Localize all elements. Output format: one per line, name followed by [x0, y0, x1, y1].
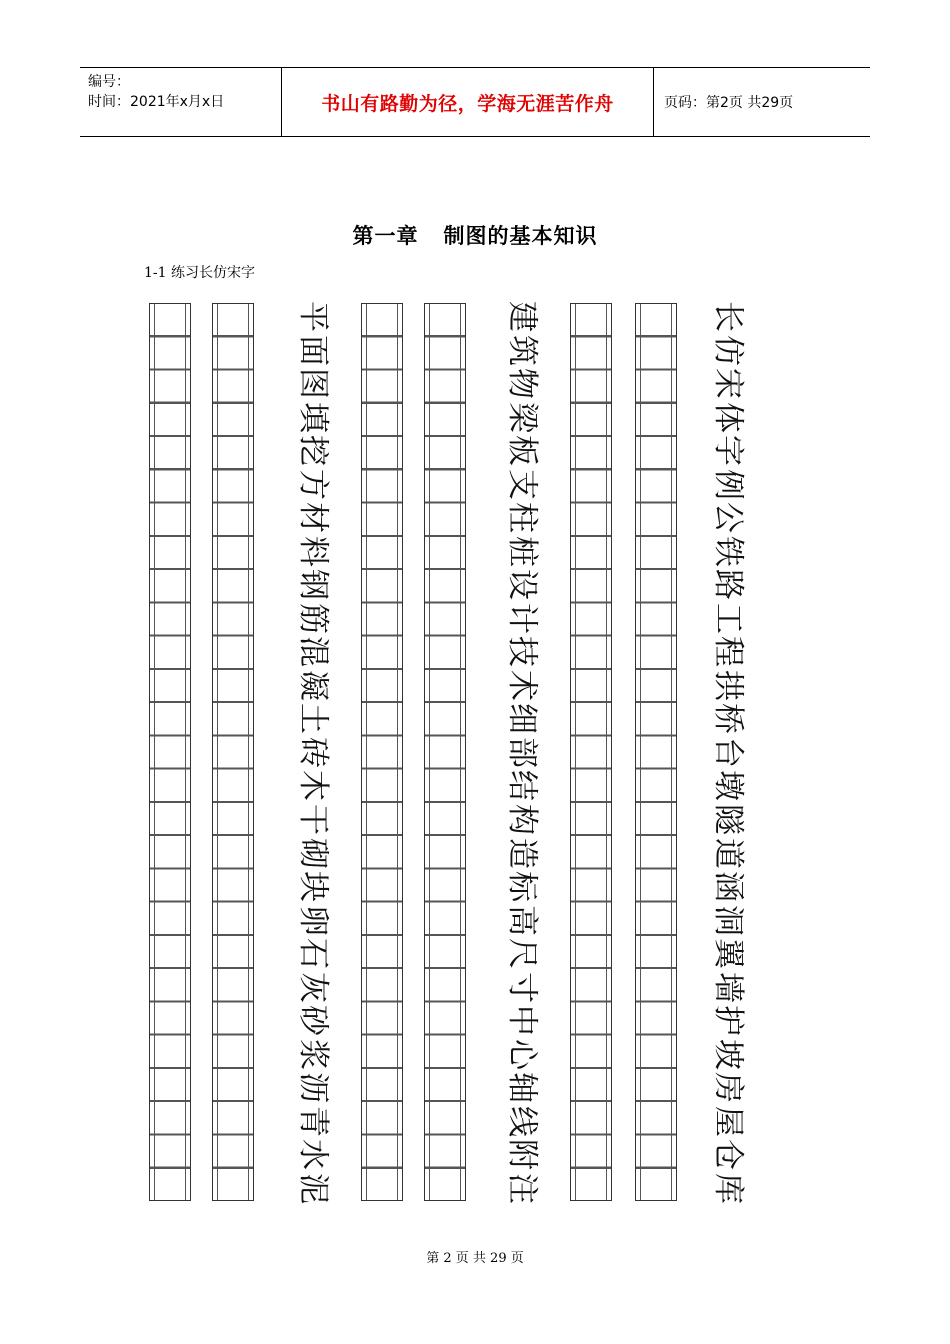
header-page-info	[654, 68, 870, 136]
sample-character: 术	[503, 669, 540, 701]
time-label: 时间：2021年x月x日	[88, 94, 225, 110]
number-label: 编号：	[88, 74, 130, 90]
page-info-text: 页码：第2页 共29页	[664, 95, 794, 111]
sample-character: 墙	[709, 971, 746, 1003]
sample-character: 注	[503, 1172, 540, 1204]
sample-character: 尺	[503, 938, 540, 970]
sample-character: 浆	[294, 1038, 331, 1070]
practice-grid-column	[635, 303, 677, 1201]
sample-character: 拱	[709, 669, 746, 701]
sample-character: 卵	[294, 904, 331, 936]
sample-character: 宋	[709, 368, 746, 400]
sample-character: 砂	[294, 1005, 331, 1037]
sample-character: 料	[294, 535, 331, 567]
sample-character: 填	[294, 401, 331, 433]
sample-character: 涵	[709, 871, 746, 903]
sample-character: 高	[503, 904, 540, 936]
sample-character: 台	[709, 736, 746, 768]
practice-grid-column	[361, 303, 403, 1201]
sample-text-column-2	[496, 300, 546, 1205]
sample-character: 材	[294, 502, 331, 534]
sample-character: 轴	[503, 1072, 540, 1104]
sample-character: 钢	[294, 569, 331, 601]
sample-character: 挖	[294, 435, 331, 467]
page-footer: 第 2 页 共 29 页	[426, 1251, 524, 1266]
sample-character: 图	[294, 368, 331, 400]
sample-character: 柱	[503, 502, 540, 534]
chapter-title	[0, 220, 950, 250]
sample-character: 桩	[503, 535, 540, 567]
sample-character: 计	[503, 602, 540, 634]
sample-character: 附	[503, 1139, 540, 1171]
sample-character: 方	[294, 468, 331, 500]
sample-character: 土	[294, 703, 331, 735]
sample-character: 程	[709, 636, 746, 668]
sample-character: 细	[503, 703, 540, 735]
sample-character: 隧	[709, 803, 746, 835]
sample-character: 墩	[709, 770, 746, 802]
sample-character: 板	[503, 435, 540, 467]
sample-character: 青	[294, 1105, 331, 1137]
sample-character: 翼	[709, 938, 746, 970]
sample-character: 部	[503, 736, 540, 768]
sample-character: 支	[503, 468, 540, 500]
sample-character: 水	[294, 1139, 331, 1171]
sample-character: 房	[709, 1072, 746, 1104]
sample-character: 公	[709, 502, 746, 534]
sample-character: 梁	[503, 401, 540, 433]
header-motto	[281, 68, 654, 136]
sample-character: 屋	[709, 1105, 746, 1137]
practice-grid-column	[149, 303, 191, 1201]
sample-character: 寸	[503, 971, 540, 1003]
sample-character: 平	[294, 301, 331, 332]
sample-character: 沥	[294, 1072, 331, 1104]
sample-character: 路	[709, 569, 746, 601]
sample-character: 长	[709, 301, 746, 332]
practice-grid-column	[424, 303, 466, 1201]
sample-character: 字	[709, 435, 746, 467]
sample-character: 标	[503, 871, 540, 903]
sample-character: 坡	[709, 1038, 746, 1070]
sample-character: 构	[503, 803, 540, 835]
sample-character: 物	[503, 368, 540, 400]
sample-character: 中	[503, 1005, 540, 1037]
chapter-title-text: 第一章 制图的基本知识	[352, 223, 598, 248]
sample-text-column-1	[702, 300, 752, 1205]
section-label: 1-1 练习长仿宋字	[144, 265, 255, 281]
sample-character: 铁	[709, 535, 746, 567]
sample-character: 木	[294, 770, 331, 802]
sample-character: 体	[709, 401, 746, 433]
sample-character: 面	[294, 334, 331, 366]
sample-character: 工	[709, 602, 746, 634]
sample-character: 造	[503, 837, 540, 869]
sample-character: 筑	[503, 334, 540, 366]
sample-character: 结	[503, 770, 540, 802]
sample-character: 洞	[709, 904, 746, 936]
sample-character: 筋	[294, 602, 331, 634]
sample-character: 库	[709, 1172, 746, 1204]
sample-character: 混	[294, 636, 331, 668]
sample-character: 凝	[294, 669, 331, 701]
sample-character: 仿	[709, 334, 746, 366]
sample-character: 线	[503, 1105, 540, 1137]
header-left-cell	[80, 68, 281, 136]
sample-character: 道	[709, 837, 746, 869]
sample-character: 灰	[294, 971, 331, 1003]
practice-grid-column	[212, 303, 254, 1201]
practice-grid-column	[570, 303, 612, 1201]
sample-character: 设	[503, 569, 540, 601]
sample-character: 护	[709, 1005, 746, 1037]
sample-character: 建	[503, 301, 540, 332]
sample-character: 砖	[294, 736, 331, 768]
sample-text-column-3	[287, 300, 337, 1205]
sample-character: 泥	[294, 1172, 331, 1204]
sample-character: 例	[709, 468, 746, 500]
sample-character: 砌	[294, 837, 331, 869]
sample-character: 技	[503, 636, 540, 668]
motto-text: 书山有路勤为径，学海无涯苦作舟	[321, 92, 614, 115]
sample-character: 心	[503, 1038, 540, 1070]
page-header	[80, 67, 870, 137]
sample-character: 石	[294, 938, 331, 970]
sample-character: 仓	[709, 1139, 746, 1171]
sample-character: 干	[294, 803, 331, 835]
sample-character: 桥	[709, 703, 746, 735]
sample-character: 块	[294, 871, 331, 903]
